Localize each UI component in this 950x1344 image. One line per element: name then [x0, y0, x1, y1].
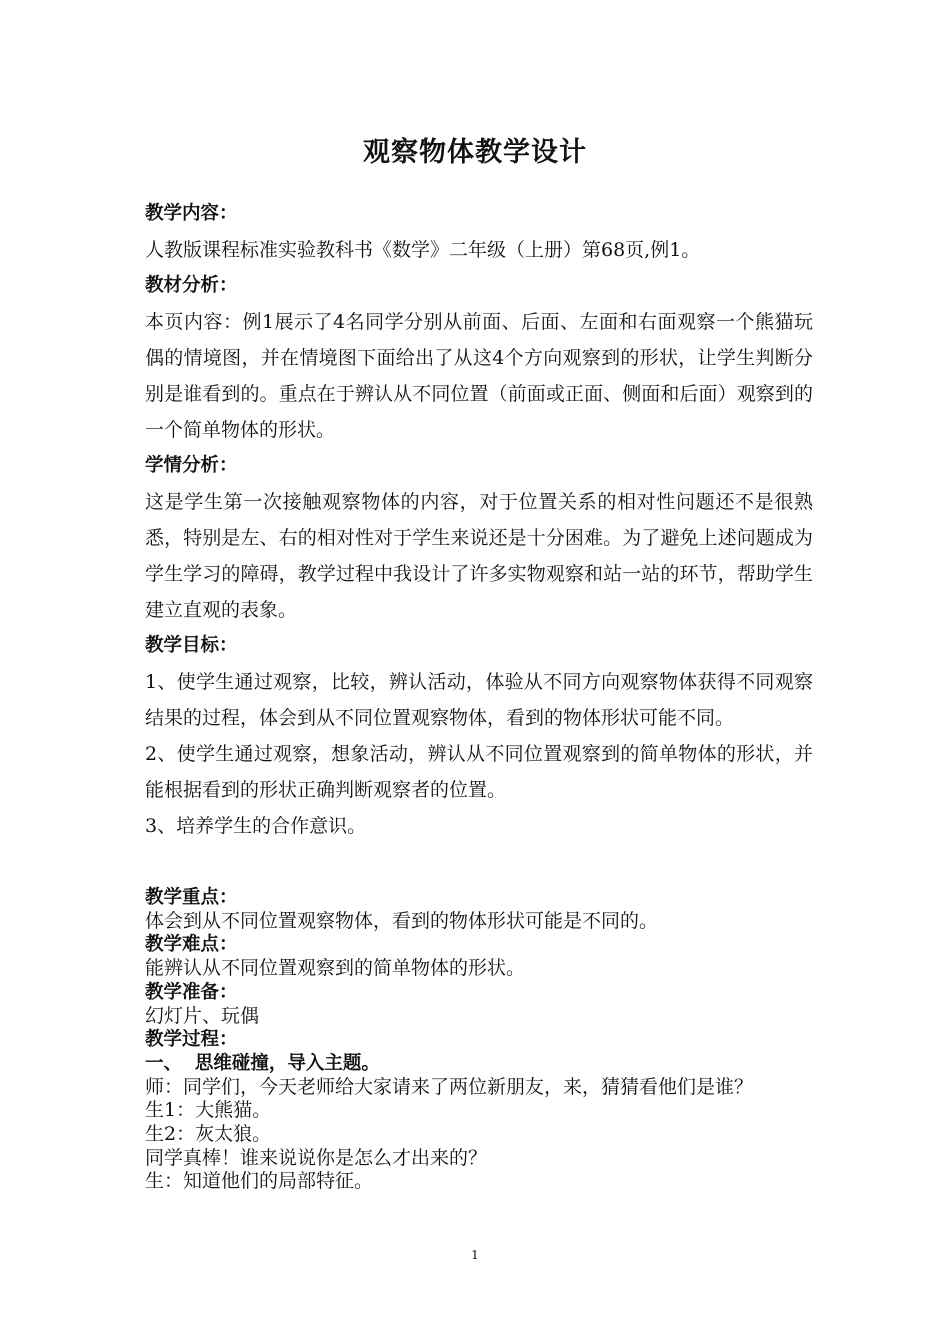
dialog-line: 生2：灰太狼。 [145, 1123, 272, 1146]
heading-preparation: 教学准备： [145, 981, 238, 1003]
dialog-line: 同学真棒！谁来说说你是怎么才出来的？ [145, 1146, 488, 1169]
page-title: 观察物体教学设计 [363, 137, 587, 168]
difficulty-text: 能辨认从不同位置观察到的简单物体的形状。 [145, 957, 526, 980]
loose-sections [145, 196, 813, 844]
material-analysis-paragraph: 本页内容：例1展示了4名同学分别从前面、后面、左面和右面观察一个熊猫玩偶的情境图，并在情境图下面给出了从这4个方向观察到的形状，让学生判断分别是谁看到的。重点在于辨认从不同位置（前面或正面、侧面和后面）观察到的一个简单物体的形状。 [145, 311, 813, 441]
heading-difficulty: 教学难点： [145, 934, 238, 956]
page-number: 1 [471, 1248, 479, 1262]
objective-2: 2、使学生通过观察，想象活动，辨认从不同位置观察到的简单物体的形状，并能根据看到的形状正确判断观察者的位置。 [145, 743, 813, 801]
tight-sections [145, 886, 813, 1194]
key-points-text: 体会到从不同位置观察物体，看到的物体形状可能是不同的。 [145, 909, 659, 932]
process-step-1: 一、 思维碰撞，导入主题。 [145, 1052, 380, 1074]
dialog-line: 生：知道他们的局部特征。 [145, 1170, 374, 1193]
heading-content: 教学内容： [145, 203, 238, 224]
objective-1: 1、使学生通过观察，比较，辨认活动，体验从不同方向观察物体获得不同观察结果的过程，体会到从不同位置观察物体，看到的物体形状可能不同。 [145, 671, 813, 729]
heading-material-analysis: 教材分析： [145, 275, 238, 296]
dialog-line: 师：同学们，今天老师给大家请来了两位新朋友，来，猜猜看他们是谁？ [145, 1075, 754, 1098]
heading-key-points: 教学重点： [145, 887, 238, 908]
heading-process: 教学过程： [145, 1029, 238, 1051]
heading-student-analysis: 学情分析： [145, 455, 238, 476]
dialog-line: 生1：大熊猫。 [145, 1099, 272, 1122]
heading-objectives: 教学目标： [145, 635, 238, 656]
preparation-text: 幻灯片、玩偶 [145, 1004, 260, 1027]
objective-3: 3、培养学生的合作意识。 [145, 815, 367, 837]
student-analysis-paragraph: 这是学生第一次接触观察物体的内容，对于位置关系的相对性问题还不是很熟悉，特别是左、右的相对性对于学生来说还是十分困难。为了避免上述问题成为学生学习的障碍，教学过程中我设计了许多实物观察和站一站的环节，帮助学生建立直观的表象。 [145, 491, 813, 621]
content-paragraph: 人教版课程标准实验教科书《数学》二年级（上册）第68页,例1。 [145, 239, 701, 261]
